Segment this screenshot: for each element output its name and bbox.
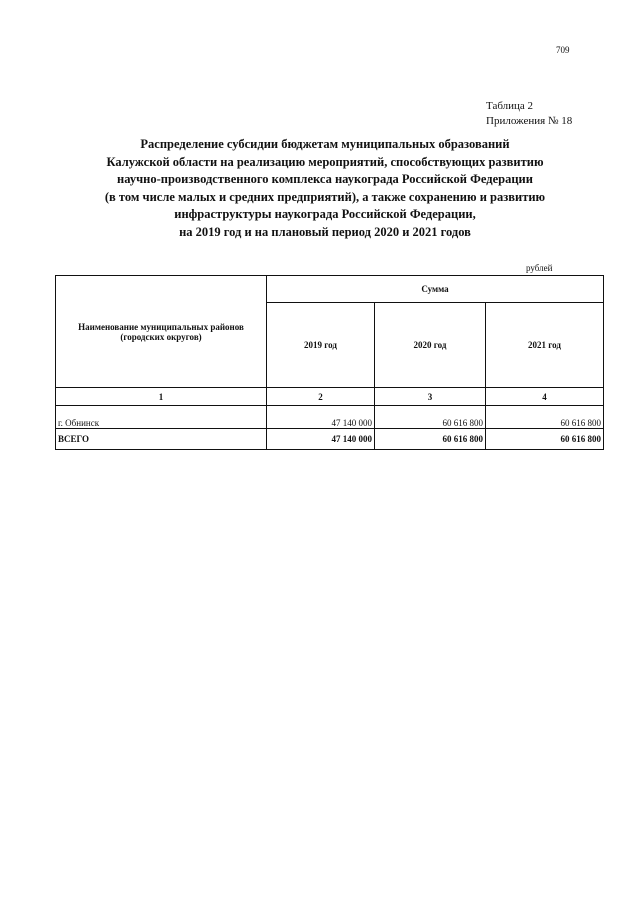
units-label: рублей [526, 263, 553, 273]
table-label-line: Таблица 2 [486, 100, 534, 112]
title-line: (в том числе малых и средних предприятий), а также сохранению и развитию [104, 189, 546, 204]
column-number: 4 [486, 388, 604, 406]
title-line: инфраструктуры наукограда Российской Федерации, [174, 207, 476, 221]
total-value-2021: 60 616 800 [486, 429, 604, 450]
total-value-2020: 60 616 800 [375, 429, 486, 450]
total-value-2019: 47 140 000 [267, 429, 375, 450]
col-header-2021: 2021 год [486, 303, 604, 388]
document-title [60, 136, 590, 241]
col-header-sum: Сумма [267, 276, 604, 303]
total-label: ВСЕГО [56, 429, 267, 450]
row-name: г. Обнинск [56, 406, 267, 429]
table-label [486, 99, 572, 129]
total-row [56, 429, 604, 450]
col-header-name: Наименование муниципальных районов (городских округов) [56, 276, 267, 388]
table-row [56, 406, 604, 429]
title-line: Калужской области на реализацию мероприятий, способствующих развитию [106, 154, 544, 169]
row-value-2021: 60 616 800 [486, 406, 604, 429]
row-value-2019: 47 140 000 [267, 406, 375, 429]
title-line: Распределение субсидии бюджетам муниципальных образований [140, 137, 510, 151]
col-header-2020: 2020 год [375, 303, 486, 388]
row-value-2020: 60 616 800 [375, 406, 486, 429]
title-line: на 2019 год и на плановый период 2020 и 2021 годов [179, 224, 471, 239]
col-header-2019: 2019 год [267, 303, 375, 388]
page-number: 709 [556, 45, 570, 55]
title-line: научно-производственного комплекса наукограда Российской Федерации [117, 172, 533, 186]
column-number: 3 [375, 388, 486, 406]
subsidy-table [55, 275, 604, 450]
column-number: 2 [267, 388, 375, 406]
appendix-label-line: Приложения № 18 [486, 115, 573, 127]
column-number: 1 [56, 388, 267, 406]
